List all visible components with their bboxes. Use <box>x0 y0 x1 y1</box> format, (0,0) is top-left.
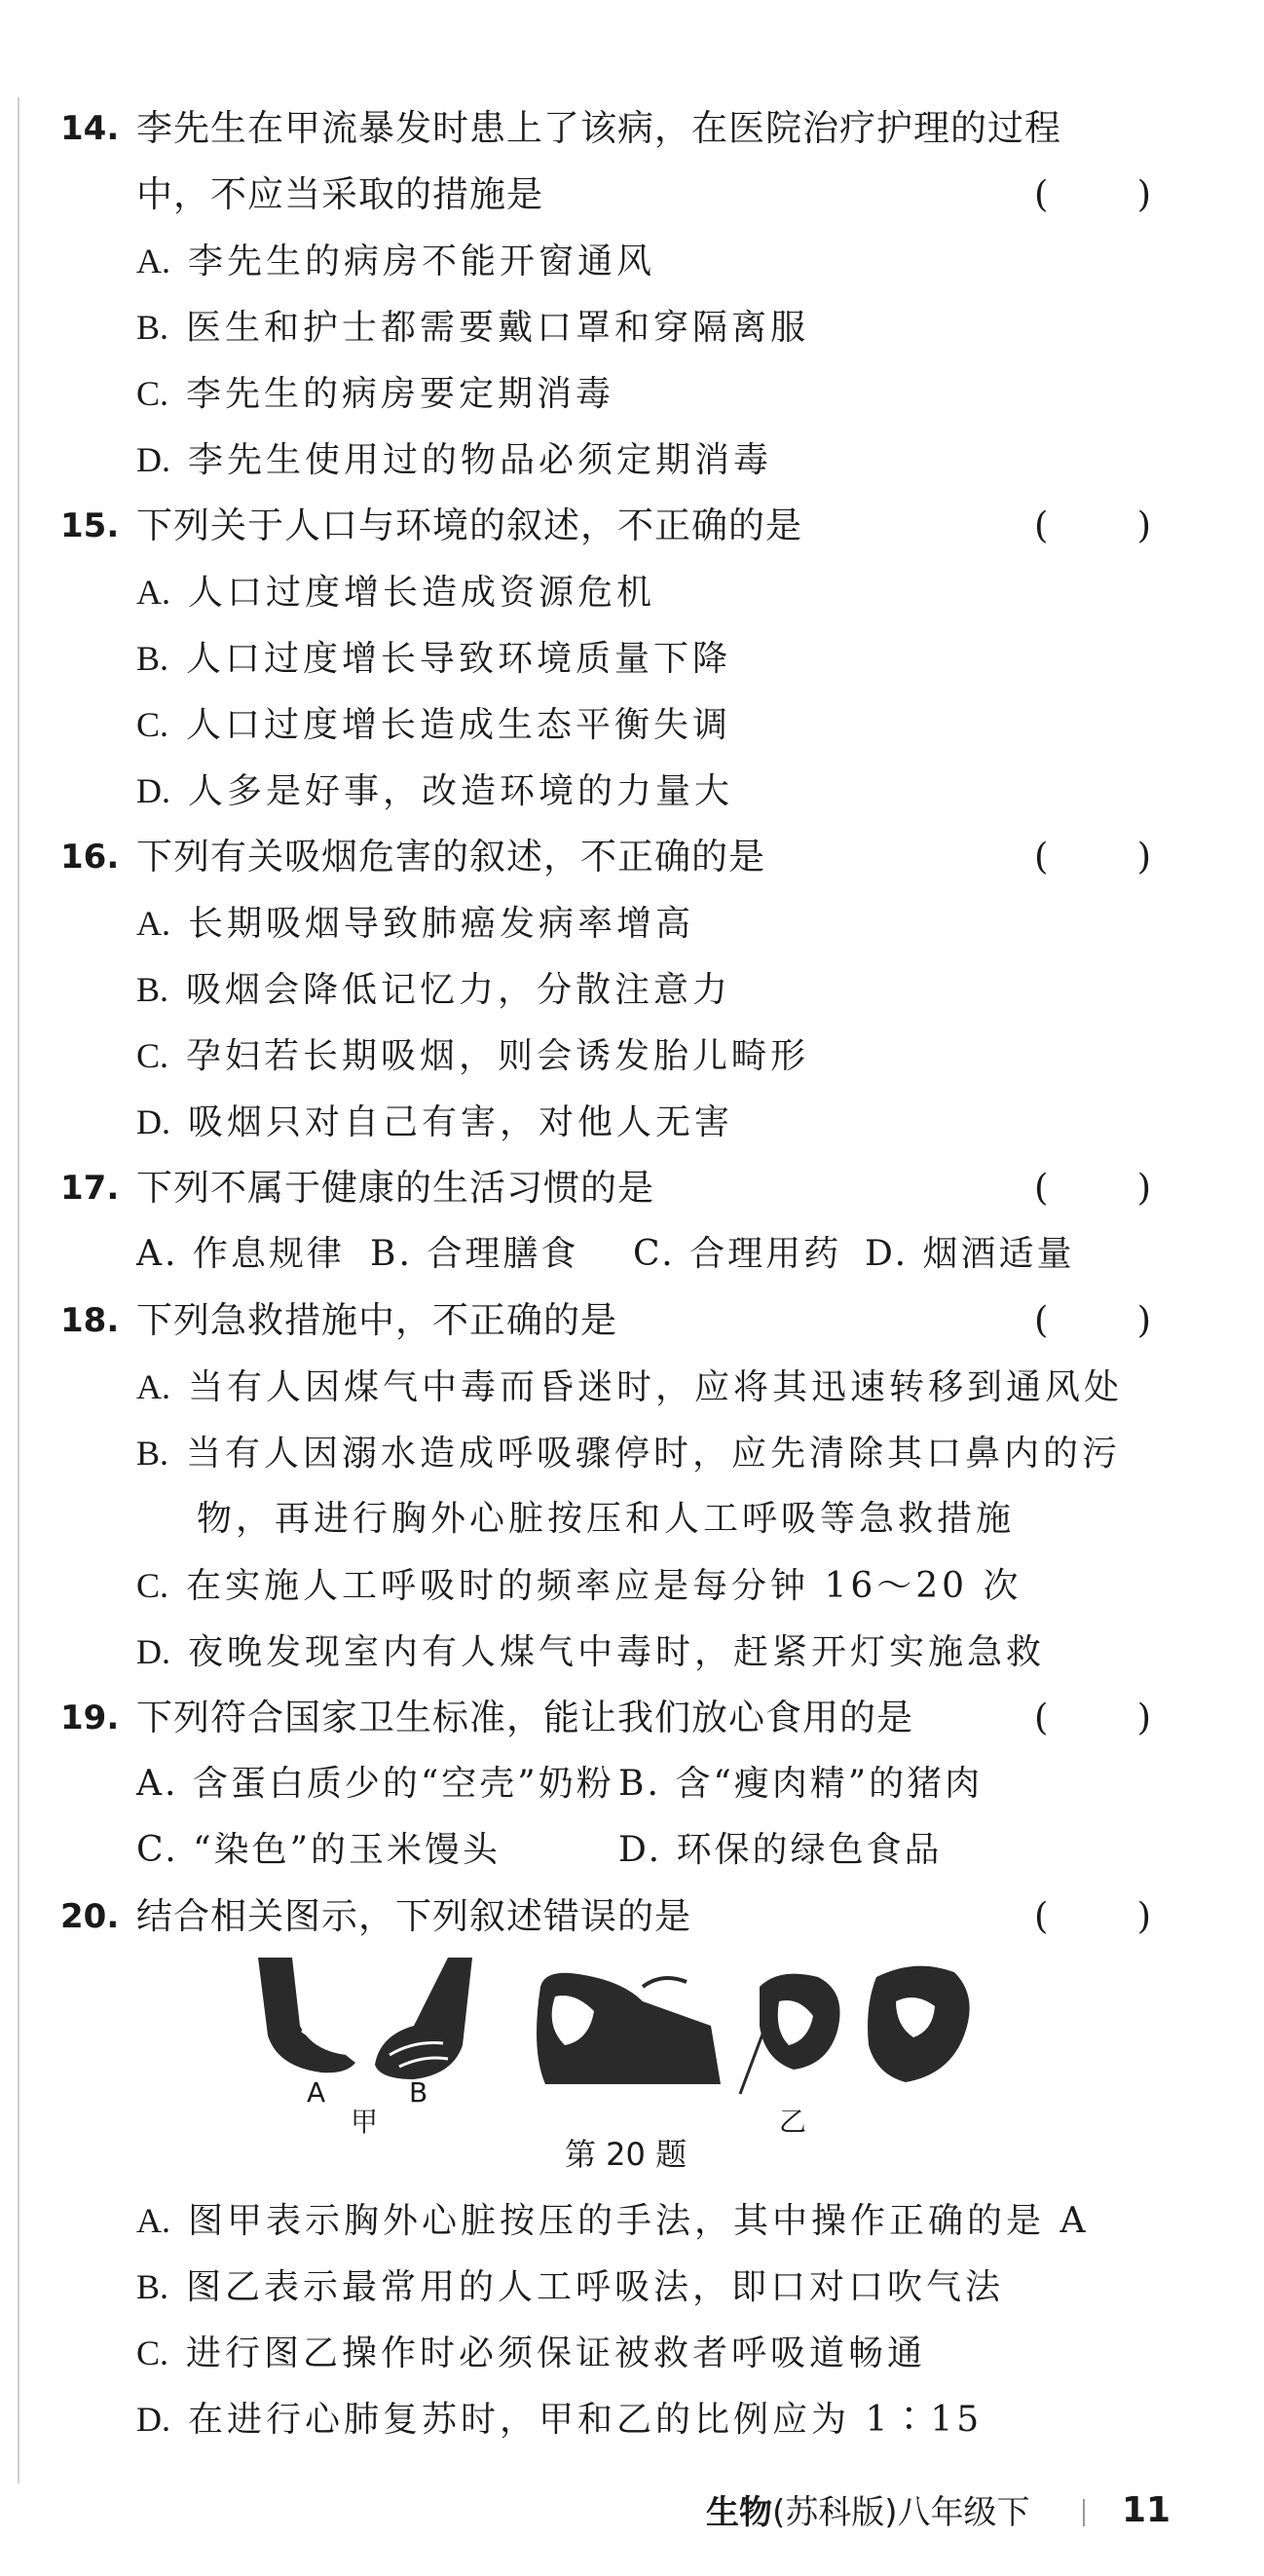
option-c: C. 进行图乙操作时必须保证被救者呼吸道畅通 <box>136 2333 927 2373</box>
question-number: 18. <box>60 1301 120 1340</box>
question-stem: 下列有关吸烟危害的叙述，不正确的是 <box>136 836 765 877</box>
option-a: A. 人口过度增长造成资源危机 <box>136 573 656 613</box>
question-number: 20. <box>60 1897 120 1936</box>
option-a: A. 含蛋白质少的“空壳”奶粉 <box>136 1764 614 1804</box>
question-18 <box>60 1288 1151 1354</box>
option-b: B. 吸烟会降低记忆力，分散注意力 <box>136 970 732 1010</box>
option-c: C. 合理用药 <box>633 1234 842 1274</box>
question-number: 16. <box>60 838 120 877</box>
option-d: D. 李先生使用过的物品必须定期消毒 <box>136 440 773 480</box>
answer-blank[interactable]: ( ) <box>1034 1895 1151 1937</box>
hand-illustration-a <box>258 1958 355 2072</box>
question-14 <box>60 95 1151 162</box>
question-stem: 李先生在甲流暴发时患上了该病，在医院治疗护理的过程 <box>136 107 1061 149</box>
label-a: A <box>307 2076 326 2109</box>
question-number: 15. <box>60 506 120 545</box>
question-15 <box>60 493 1151 559</box>
margin-line <box>18 97 19 2483</box>
option-c: C. 在实施人工呼吸时的频率应是每分钟 16～20 次 <box>136 1566 1022 1606</box>
option-b: B. 合理膳食 <box>370 1234 579 1274</box>
option-a: A. 李先生的病房不能开窗通风 <box>136 242 656 281</box>
footer-subject: 生物 <box>706 2493 772 2532</box>
answer-blank[interactable]: ( ) <box>1034 1697 1151 1738</box>
question-16 <box>60 824 1151 890</box>
question-20 <box>60 1884 1151 1950</box>
option-c: C. 人口过度增长造成生态平衡失调 <box>136 705 732 745</box>
rescue-breathing-illustration-3 <box>868 1966 970 2082</box>
question-14-line2 <box>60 162 1151 228</box>
question-stem: 下列不属于健康的生活习惯的是 <box>136 1167 654 1209</box>
question-number: 19. <box>60 1699 120 1737</box>
footer-edition: (苏科版) <box>772 2493 898 2532</box>
options-row-1 <box>136 1751 1110 1817</box>
option-d: D. 在进行心肺复苏时，甲和乙的比例应为 1∶15 <box>136 2400 984 2440</box>
option-b-cont: 物，再进行胸外心脏按压和人工呼吸等急救措施 <box>197 1499 1016 1539</box>
option-b: B. 人口过度增长导致环境质量下降 <box>136 639 732 679</box>
option-d: D. 烟酒适量 <box>865 1234 1075 1274</box>
answer-blank[interactable]: ( ) <box>1034 836 1151 877</box>
answer-blank[interactable]: ( ) <box>1034 1167 1151 1209</box>
answer-blank[interactable]: ( ) <box>1034 504 1151 546</box>
option-a: A. 作息规律 <box>136 1234 345 1274</box>
option-b: B. 当有人因溺水造成呼吸骤停时，应先清除其口鼻内的污 <box>136 1434 1122 1474</box>
label-jia: 甲 <box>351 2106 379 2138</box>
option-a: A. 图甲表示胸外心脏按压的手法，其中操作正确的是 A <box>136 2201 1090 2241</box>
figure-caption: 第 20 题 <box>565 2136 688 2173</box>
answer-blank[interactable]: ( ) <box>1034 173 1151 215</box>
question-stem-cont: 中，不应当采取的措施是 <box>136 173 543 215</box>
rescue-breathing-illustration-2 <box>740 1974 840 2094</box>
option-d: D. 环保的绿色食品 <box>618 1830 943 1870</box>
question-stem: 下列急救措施中，不正确的是 <box>136 1299 617 1341</box>
option-d: D. 人多是好事，改造环境的力量大 <box>136 771 734 811</box>
question-number: 17. <box>60 1169 120 1208</box>
option-b: B. 含“瘦肉精”的猪肉 <box>618 1764 984 1804</box>
question-stem: 下列符合国家卫生标准，能让我们放心食用的是 <box>136 1697 913 1738</box>
option-d: D. 夜晚发现室内有人煤气中毒时，赶紧开灯实施急救 <box>136 1632 1046 1672</box>
option-c: C. 孕妇若长期吸烟，则会诱发胎儿畸形 <box>136 1036 810 1076</box>
page-number: 11 <box>1122 2490 1171 2530</box>
footer-book-title <box>706 2488 1030 2537</box>
label-b: B <box>409 2076 428 2109</box>
label-yi: 乙 <box>779 2106 807 2138</box>
options-row-2 <box>136 1817 1110 1884</box>
question-17 <box>60 1155 1151 1221</box>
question-stem: 下列关于人口与环境的叙述，不正确的是 <box>136 504 802 546</box>
footer-divider <box>1083 2499 1085 2526</box>
question-19 <box>60 1685 1151 1751</box>
option-c: C. “染色”的玉米馒头 <box>136 1830 501 1870</box>
option-a: A. 长期吸烟导致肺癌发病率增高 <box>136 904 695 944</box>
rescue-breathing-illustration-1 <box>537 1973 721 2084</box>
option-b: B. 医生和护士都需要戴口罩和穿隔离服 <box>136 308 810 348</box>
footer-grade: 八年级下 <box>897 2493 1030 2532</box>
option-a: A. 当有人因煤气中毒而昏迷时，应将其迅速转移到通风处 <box>136 1367 1124 1407</box>
option-d: D. 吸烟只对自己有害，对他人无害 <box>136 1102 734 1142</box>
option-c: C. 李先生的病房要定期消毒 <box>136 374 615 414</box>
options-row <box>136 1221 1110 1288</box>
hand-illustration-b <box>375 1958 472 2079</box>
answer-blank[interactable]: ( ) <box>1034 1299 1151 1341</box>
question-stem: 结合相关图示，下列叙述错误的是 <box>136 1895 691 1937</box>
option-b: B. 图乙表示最常用的人工呼吸法，即口对口吹气法 <box>136 2267 1005 2307</box>
question-number: 14. <box>60 109 120 148</box>
